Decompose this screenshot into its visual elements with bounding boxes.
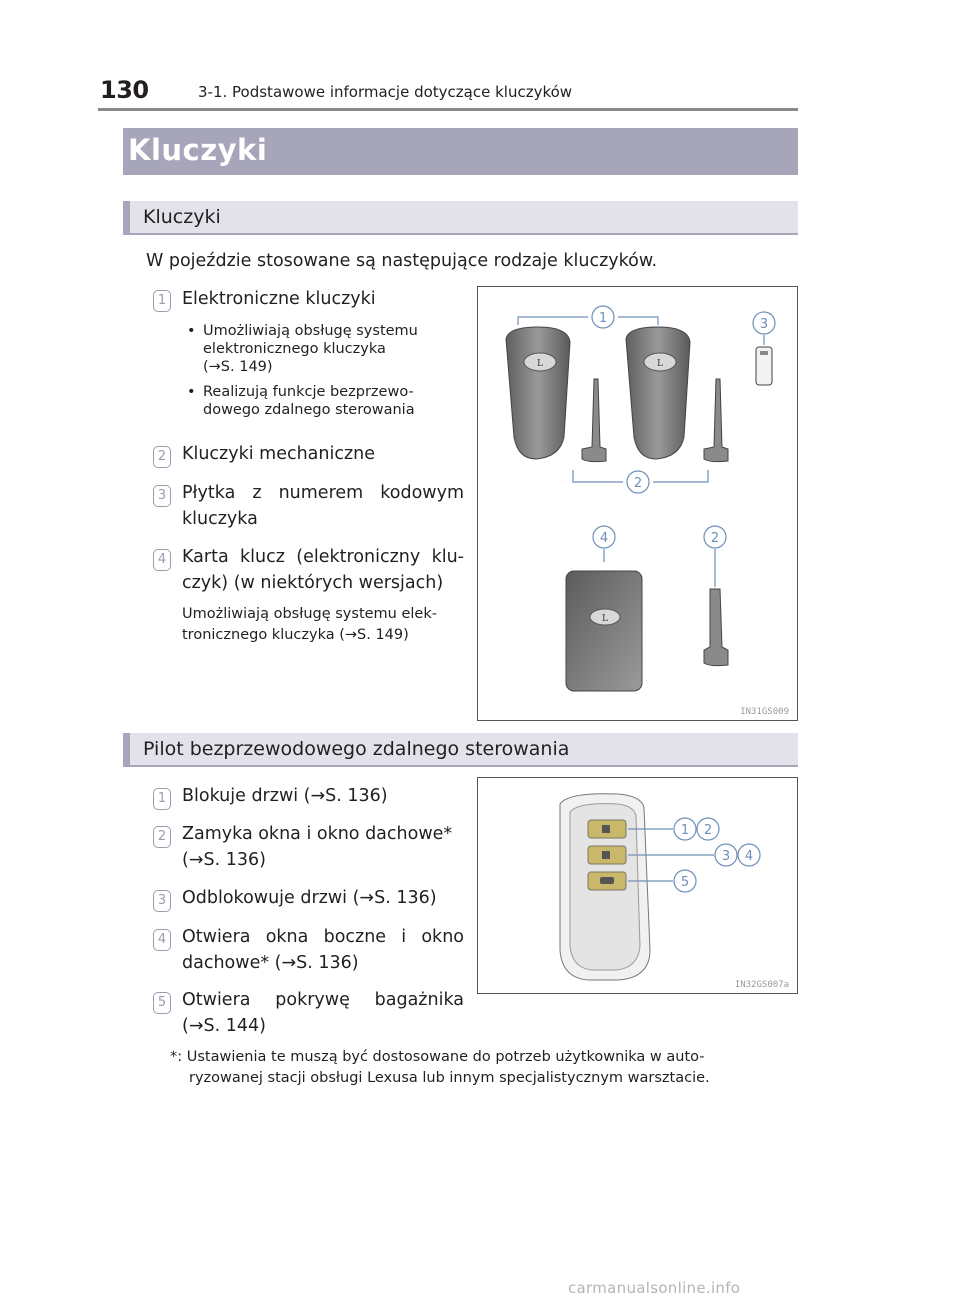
item-number-badge: 2 <box>153 446 171 468</box>
bullet-line: elektronicznego kluczyka <box>203 341 386 357</box>
list-item-text: Kluczyki mechaniczne <box>182 444 376 464</box>
svg-text:L: L <box>602 614 608 624</box>
bullet-line: Umożliwiają obsługę systemu <box>203 323 418 339</box>
section-bar-edge <box>123 733 130 765</box>
page-title: Kluczyki <box>128 133 268 167</box>
item-number-badge: 4 <box>153 549 171 571</box>
bullet-dot: • <box>187 384 196 400</box>
intro-text: W pojeździe stosowane są następujące rodzaje kluczyków. <box>146 251 658 271</box>
list-item-text: czyk) (w niektórych wersjach) <box>182 573 444 593</box>
callout-label: 1 <box>680 823 690 838</box>
list-item-text: Blokuje drzwi (→S. 136) <box>182 786 388 806</box>
list-item-text: Otwiera okna boczne i okno <box>182 927 464 947</box>
callout-label: 4 <box>744 849 754 864</box>
section-heading: Kluczyki <box>143 206 221 228</box>
item-number-badge: 3 <box>153 890 171 912</box>
page-number: 130 <box>100 76 149 104</box>
figure-code: IN31GS009 <box>740 707 789 717</box>
list-item-text: dachowe* (→S. 136) <box>182 953 359 973</box>
keys-illustration <box>478 287 796 719</box>
list-item-text: Karta klucz (elektroniczny klu- <box>182 547 464 567</box>
callout-label: 2 <box>703 823 713 838</box>
list-item-text: Otwiera pokrywę bagażnika <box>182 990 464 1010</box>
list-item-text: (→S. 136) <box>182 850 266 870</box>
remote-illustration <box>478 778 796 992</box>
section-heading-bar <box>123 201 798 235</box>
callout-label: 3 <box>759 317 769 332</box>
footnote: *: Ustawienia te muszą być dostosowane do potrzeb użytkownika w auto- <box>170 1049 705 1065</box>
section-heading-bar <box>123 733 798 767</box>
item-number-badge: 1 <box>153 290 171 312</box>
list-item-text: Płytka z numerem kodowym <box>182 483 464 503</box>
remote-figure <box>477 777 798 994</box>
callout-label: 3 <box>721 849 731 864</box>
item-number-badge: 5 <box>153 992 171 1014</box>
callout-label: 4 <box>599 531 609 546</box>
running-head: 3-1. Podstawowe informacje dotyczące kluczyków <box>198 83 573 101</box>
callout-label: 5 <box>680 875 690 890</box>
footnote: ryzowanej stacji obsługi Lexusa lub innym specjalistycznym warsztacie. <box>189 1070 710 1086</box>
watermark: carmanualsonline.info <box>568 1279 741 1297</box>
section-heading: Pilot bezprzewodowego zdalnego sterowania <box>143 738 570 760</box>
item-number-badge: 2 <box>153 826 171 848</box>
svg-text:L: L <box>657 359 663 369</box>
bullet-line: Realizują funkcje bezprzewo- <box>203 384 414 400</box>
callout-label: 2 <box>633 476 643 491</box>
item-number-badge: 3 <box>153 485 171 507</box>
header-rule <box>98 108 798 111</box>
item-number-badge: 1 <box>153 788 171 810</box>
callout-label: 1 <box>598 311 608 326</box>
figure-code: IN32GS007a <box>734 980 789 990</box>
list-item-text: Odblokowuje drzwi (→S. 136) <box>182 888 437 908</box>
section-bar-edge <box>123 201 130 233</box>
note-text: tronicznego kluczyka (→S. 149) <box>182 627 409 643</box>
item-number-badge: 4 <box>153 929 171 951</box>
list-item-text: Zamyka okna i okno dachowe* <box>182 824 453 844</box>
keys-figure <box>477 286 798 721</box>
list-item-text: kluczyka <box>182 509 258 529</box>
bullet-line: (→S. 149) <box>203 359 273 375</box>
bullet-dot: • <box>187 323 196 339</box>
bullet-line: dowego zdalnego sterowania <box>203 402 415 418</box>
callout-label: 2 <box>710 531 720 546</box>
svg-text:L: L <box>537 359 543 369</box>
list-item-text: (→S. 144) <box>182 1016 266 1036</box>
list-item-text: Elektroniczne kluczyki <box>182 289 376 309</box>
note-text: Umożliwiają obsługę systemu elek- <box>182 606 437 622</box>
